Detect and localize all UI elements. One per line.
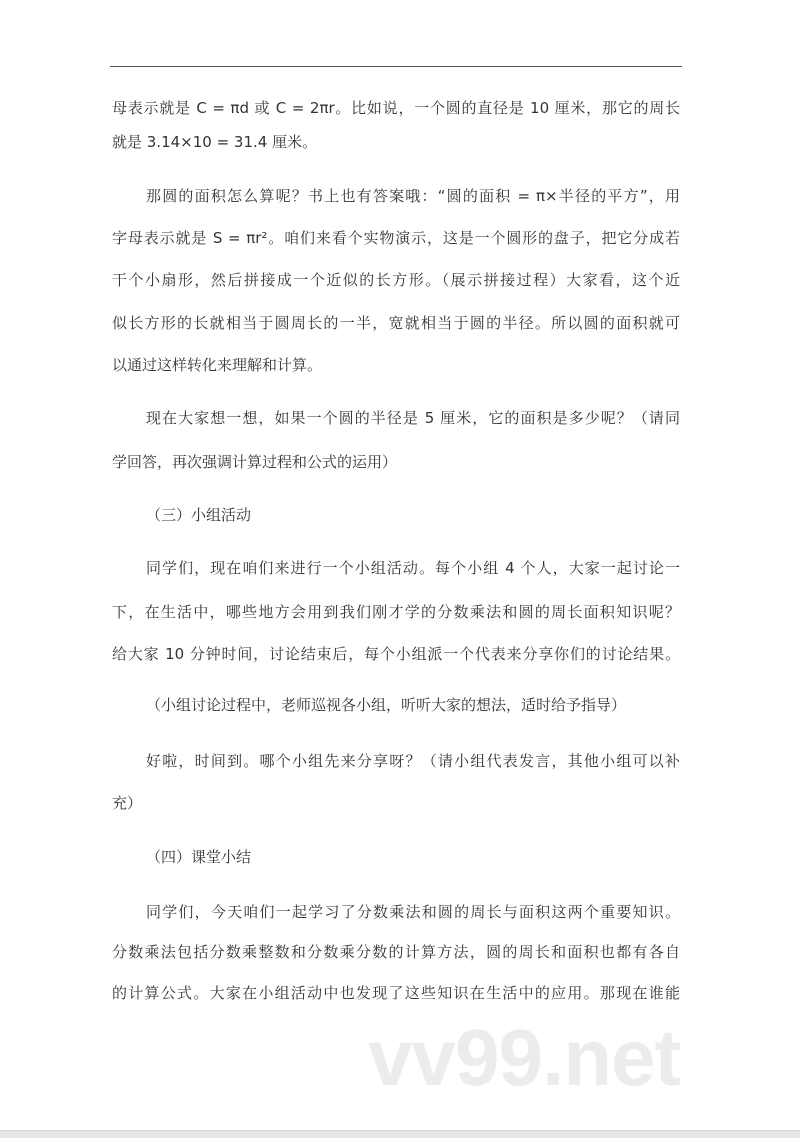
text-line: 干个小扇形，然后拼接成一个近似的长方形。（展示拼接过程）大家看，这个近 <box>112 271 680 289</box>
text-line: 分数乘法包括分数乘整数和分数乘分数的计算方法，圆的周长和面积也都有各自 <box>112 943 680 961</box>
text-line: 学回答，再次强调计算过程和公式的运用） <box>112 453 398 471</box>
text-line: 以通过这样转化来理解和计算。 <box>112 356 323 374</box>
section-heading: （四）课堂小结 <box>146 848 252 866</box>
text-line: 下，在生活中，哪些地方会用到我们刚才学的分数乘法和圆的周长面积知识呢？ <box>112 603 680 621</box>
text-line: （小组讨论过程中，老师巡视各小组，听听大家的想法，适时给予指导） <box>146 696 627 714</box>
text-line: 那圆的面积怎么算呢？书上也有答案哦：“圆的面积 = π×半径的平方”，用 <box>146 187 680 205</box>
text-line: 似长方形的长就相当于圆周长的一半，宽就相当于圆的半径。所以圆的面积就可 <box>112 314 680 332</box>
section-heading: （三）小组活动 <box>146 506 252 524</box>
text-line: 同学们，现在咱们来进行一个小组活动。每个小组 4 个人，大家一起讨论一 <box>146 559 680 577</box>
text-line: 充） <box>112 794 143 812</box>
text-line: 同学们，今天咱们一起学习了分数乘法和圆的周长与面积这两个重要知识。 <box>146 903 680 921</box>
text-line: 就是 3.14×10 = 31.4 厘米。 <box>112 133 318 151</box>
text-line: 给大家 10 分钟时间，讨论结束后，每个小组派一个代表来分享你们的讨论结果。 <box>112 645 680 663</box>
text-line: 字母表示就是 S = πr²。咱们来看个实物演示，这是一个圆形的盘子，把它分成若 <box>112 229 680 247</box>
text-line: 现在大家想一想，如果一个圆的半径是 5 厘米，它的面积是多少呢？（请同 <box>146 409 680 427</box>
text-line: 好啦，时间到。哪个小组先来分享呀？（请小组代表发言，其他小组可以补 <box>146 752 680 770</box>
text-line: 母表示就是 C = πd 或 C = 2πr。比如说，一个圆的直径是 10 厘米，那它的周长 <box>112 99 680 117</box>
watermark: vv99.net <box>368 1013 681 1102</box>
text-line: 的计算公式。大家在小组活动中也发现了这些知识在生活中的应用。那现在谁能 <box>112 984 680 1002</box>
header-rule <box>110 66 682 67</box>
